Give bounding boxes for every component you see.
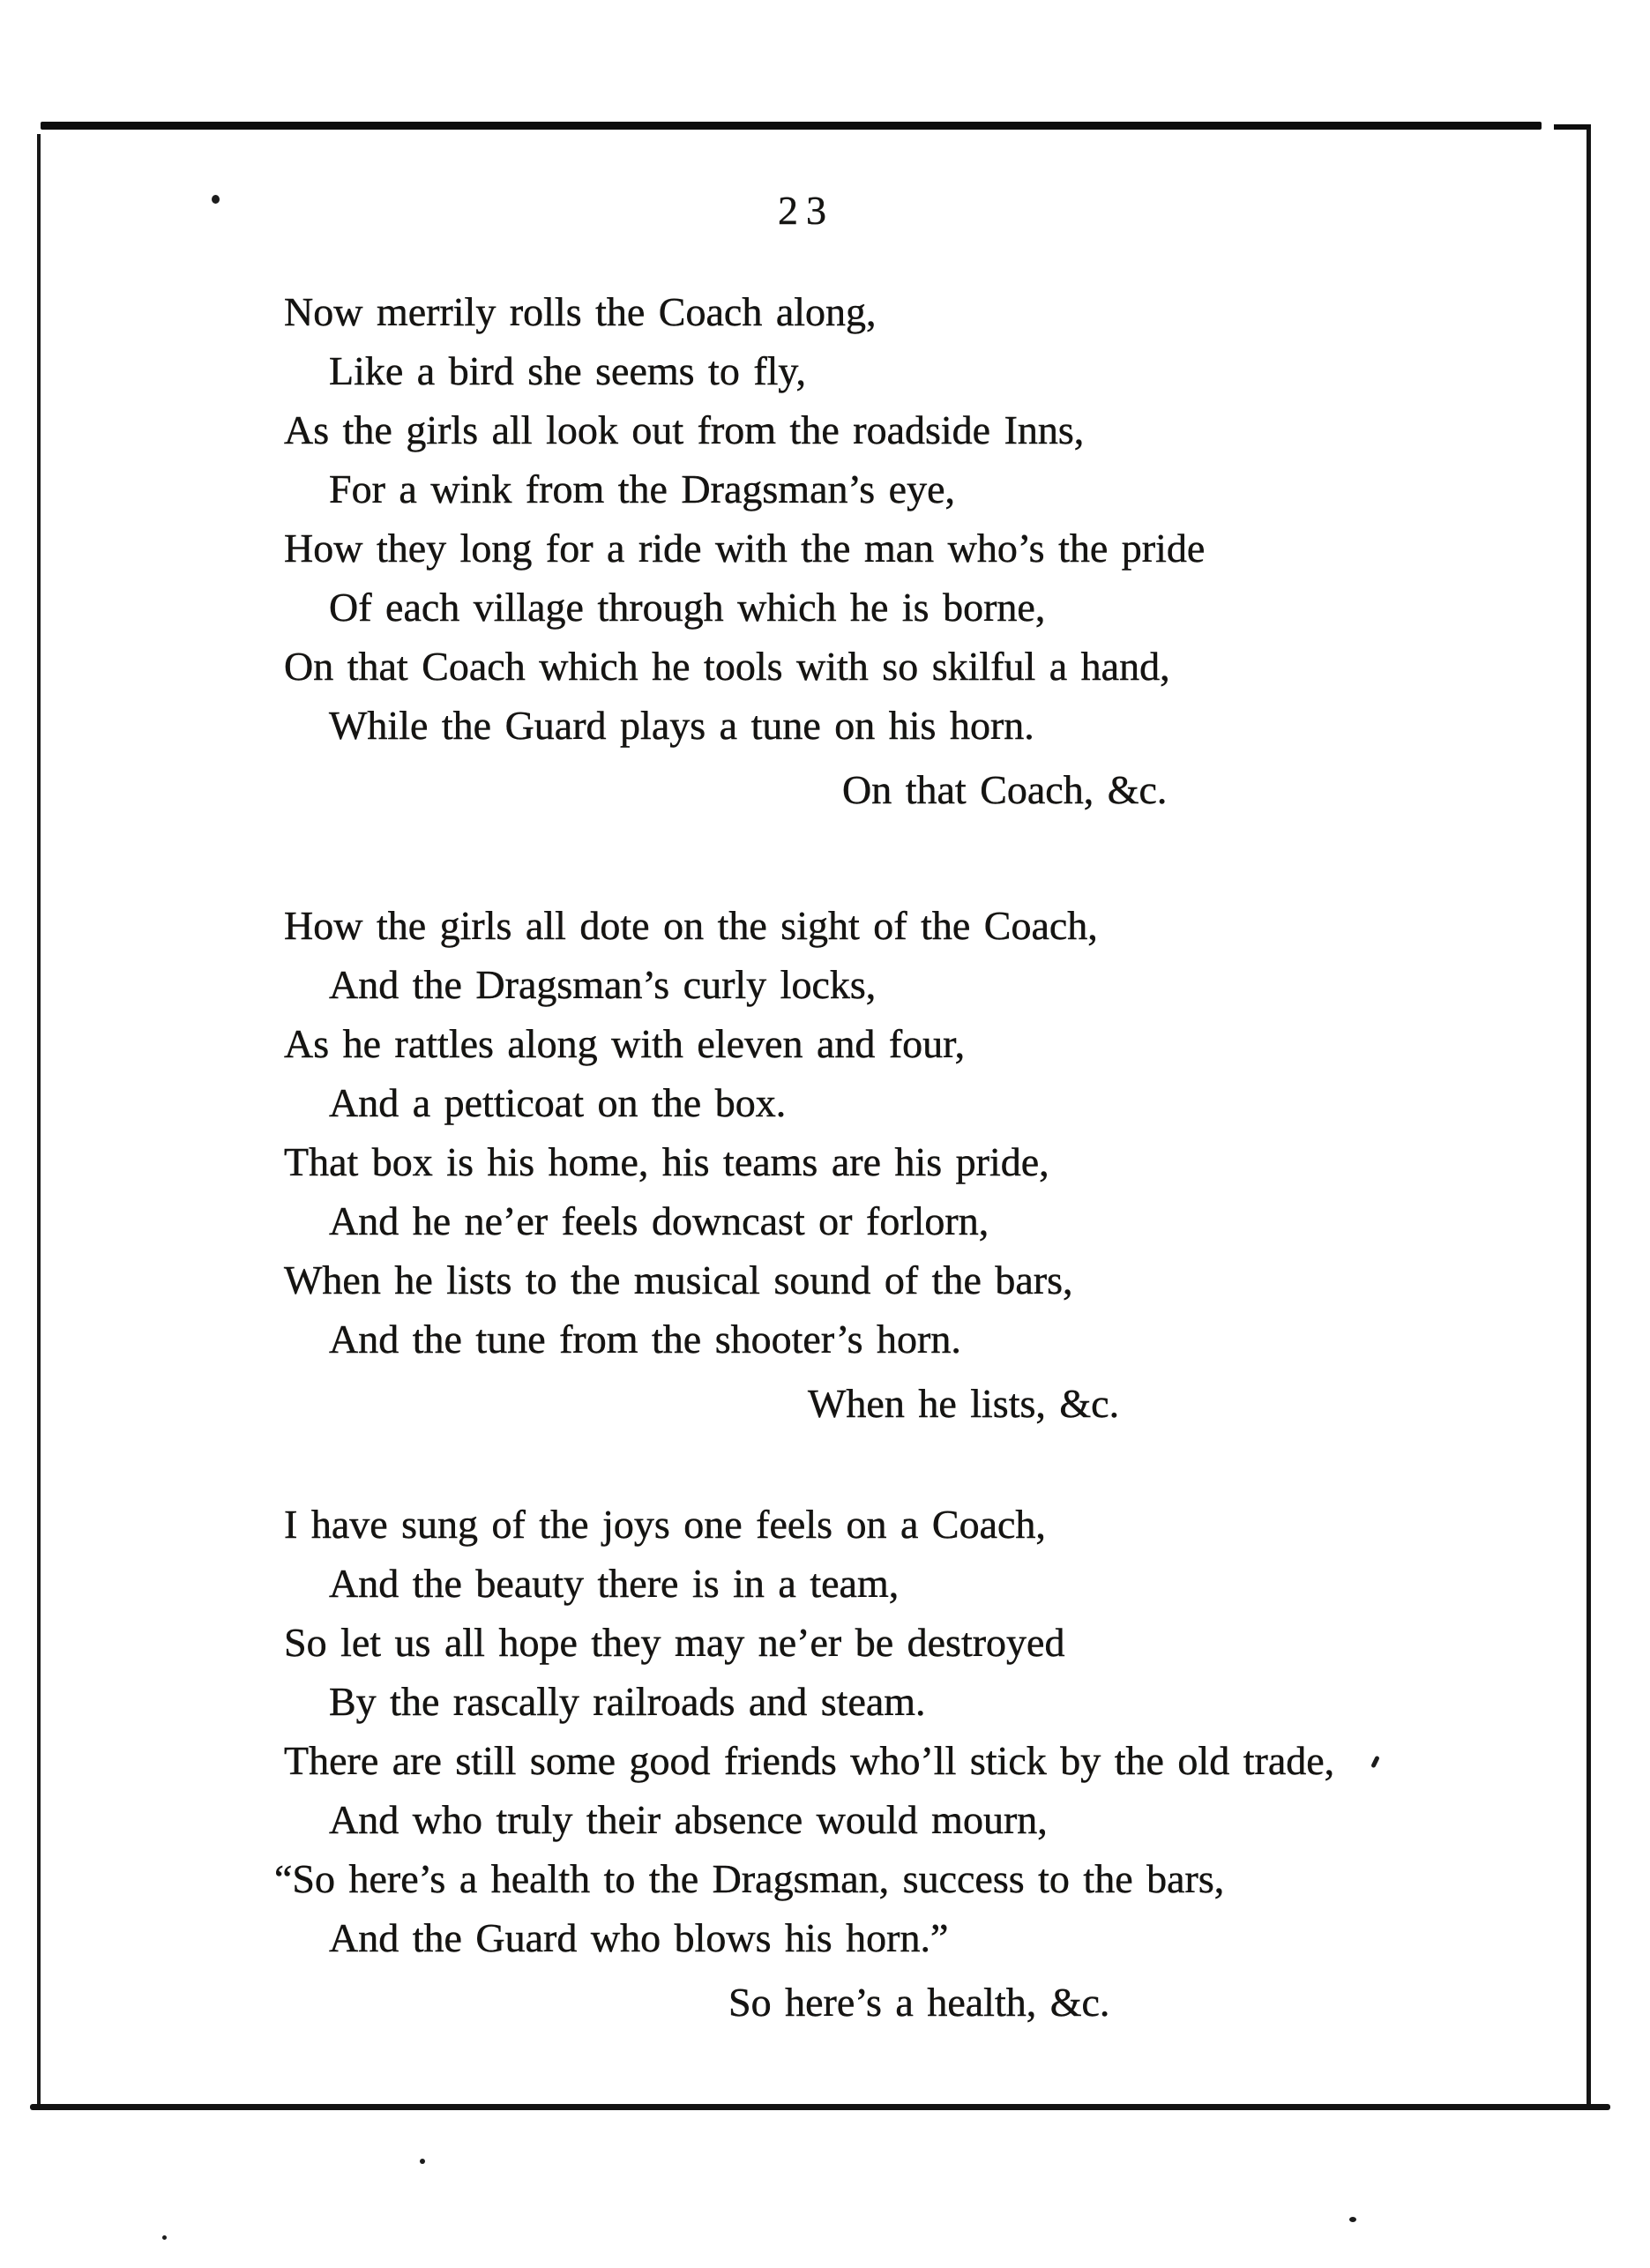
ink-speck (420, 2159, 425, 2164)
poem-line: As he rattles along with eleven and four, (284, 1021, 966, 1066)
stanza-2 (284, 896, 1536, 1433)
poem-line: And the Dragsman’s curly locks, (329, 962, 877, 1007)
page-border-left (37, 134, 41, 2104)
refrain-line: So here’s a health, &c. (728, 1980, 1110, 2025)
ink-speck (162, 2235, 167, 2240)
poem-line: On that Coach which he tools with so skilful a hand, (284, 644, 1170, 689)
poem-line: I have sung of the joys one feels on a Coach, (284, 1502, 1046, 1547)
poem-line: How they long for a ride with the man who’s the pride (284, 526, 1206, 571)
poem-line: By the rascally railroads and steam. (329, 1679, 926, 1724)
top-rule (41, 122, 1542, 130)
poem-line: “So here’s a health to the Dragsman, success to the bars, (274, 1856, 1225, 1901)
page-border-bottom (30, 2104, 1610, 2110)
poem-line: While the Guard plays a tune on his horn. (329, 703, 1034, 748)
poem-line: There are still some good friends who’ll stick by the old trade, (284, 1738, 1335, 1783)
stanza-3 (274, 1495, 1536, 2032)
poem-line: How the girls all dote on the sight of the Coach, (284, 903, 1098, 948)
poem-line: For a wink from the Dragsman’s eye, (329, 466, 956, 511)
poem-line: And a petticoat on the box. (329, 1080, 787, 1125)
poem-line: As the girls all look out from the roadside Inns, (284, 407, 1085, 452)
poem-line: And the Guard who blows his horn.” (329, 1915, 949, 1960)
poem-line: So let us all hope they may ne’er be destroyed (284, 1620, 1065, 1665)
poem-line: Now merrily rolls the Coach along, (284, 289, 877, 334)
poem-line: That box is his home, his teams are his pride, (284, 1139, 1049, 1184)
refrain-line: When he lists, &c. (808, 1381, 1120, 1426)
poem-line: And the beauty there is in a team, (329, 1561, 900, 1606)
ink-speck (1349, 2217, 1356, 2222)
stanza-1 (284, 282, 1536, 819)
poem-line: And who truly their absence would mourn, (329, 1797, 1048, 1842)
poem-line: Like a bird she seems to fly, (329, 348, 806, 393)
poem-line: When he lists to the musical sound of the bars, (284, 1257, 1073, 1302)
poem-line: Of each village through which he is borne, (329, 585, 1046, 630)
poem-line: And he ne’er feels downcast or forlorn, (329, 1198, 989, 1243)
refrain-line: On that Coach, &c. (842, 767, 1168, 812)
ink-speck (212, 195, 220, 204)
page-border-right (1587, 129, 1591, 2109)
poem-line: And the tune from the shooter’s horn. (329, 1317, 961, 1362)
top-rule-segment (1554, 124, 1591, 130)
page-number: 23 (778, 188, 834, 233)
